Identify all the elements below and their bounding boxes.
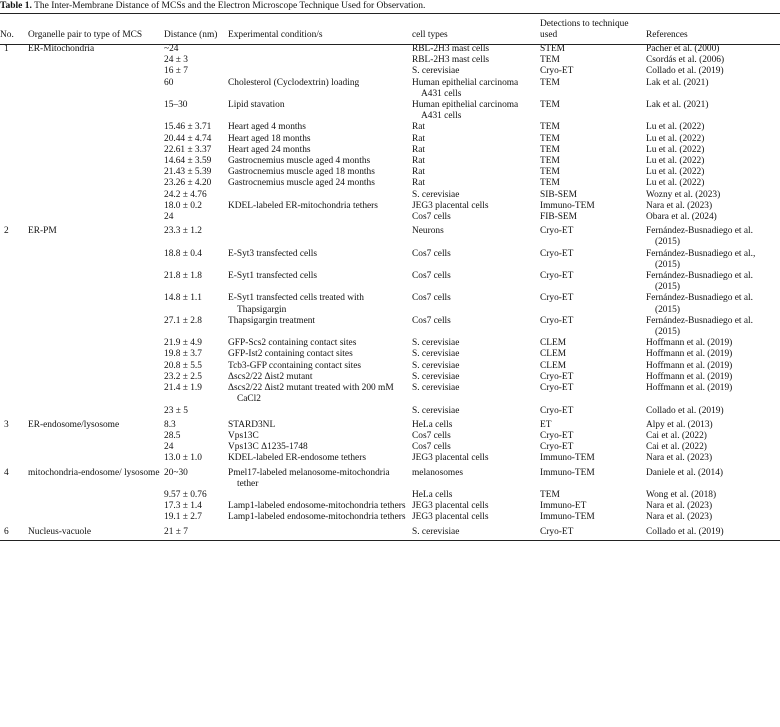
table-cell — [28, 55, 164, 66]
table-row — [0, 44, 780, 55]
table-cell — [228, 66, 412, 77]
header-cell: Distance (nm) — [164, 29, 218, 40]
table-cell — [28, 134, 164, 145]
table-cell: 21.8 ± 1.8 — [164, 271, 202, 282]
table-cell — [228, 44, 412, 55]
table-cell — [28, 512, 164, 523]
table-cell: S. cerevisiae — [412, 349, 460, 360]
table-cell: Human epithelial carcinoma A431 cells — [412, 100, 519, 122]
table-cell: 2 — [4, 226, 9, 237]
table-cell: 60 — [164, 77, 174, 88]
table-cell: KDEL-labeled ER-endosome tethers — [228, 453, 366, 464]
table-cell — [28, 442, 164, 453]
table-cell — [0, 338, 28, 349]
table-cell: ER-endosome/lysosome — [28, 419, 120, 430]
table-cell — [0, 156, 28, 167]
table-row — [0, 223, 780, 248]
table-cell: JEG3 placental cells — [412, 501, 489, 512]
table-cell — [0, 512, 28, 523]
table-cell: S. cerevisiae — [412, 189, 460, 200]
table-cell — [0, 122, 28, 133]
table-row — [0, 190, 780, 201]
table-cell: Collado et al. (2019) — [646, 526, 724, 537]
table-cell: S. cerevisiae — [412, 526, 460, 537]
table-cell: Collado et al. (2019) — [646, 405, 724, 416]
table-cell: Cryo-ET — [540, 315, 574, 326]
table-cell: Nara et al. (2023) — [646, 501, 713, 512]
table-cell: Cryo-ET — [540, 226, 574, 237]
table-cell: TEM — [540, 55, 560, 66]
table-cell — [0, 431, 28, 442]
table-cell: 22.61 ± 3.37 — [164, 144, 212, 155]
table-cell: 14.64 ± 3.59 — [164, 156, 212, 167]
table-row — [0, 512, 780, 523]
table-cell: Vps13C — [228, 430, 259, 441]
table-cell: 20.44 ± 4.74 — [164, 133, 212, 144]
table-cell: Thapsigargin treatment — [228, 315, 316, 326]
table-cell: 23.3 ± 1.2 — [164, 226, 202, 237]
table-cell: Cai et al. (2022) — [646, 442, 707, 453]
table-cell — [0, 453, 28, 464]
table-cell — [28, 271, 164, 293]
table-row — [0, 122, 780, 133]
table-cell — [0, 201, 28, 212]
table-cell: Lak et al. (2021) — [646, 100, 709, 111]
table-row — [0, 442, 780, 453]
table-cell: Lu et al. (2022) — [646, 167, 705, 178]
table-cell: Vps13C Δ1235-1748 — [228, 442, 308, 453]
header-rule — [0, 44, 780, 45]
table-cell: Cryo-ET — [540, 293, 574, 304]
table-cell: Cryo-ET — [540, 405, 574, 416]
table-row — [0, 338, 780, 349]
table-cell: Alpy et al. (2013) — [646, 419, 713, 430]
table-cell — [28, 178, 164, 189]
table-cell: Cryo-ET — [540, 271, 574, 282]
header-cell: Organelle pair to type of MCS — [28, 29, 143, 40]
table-cell — [28, 501, 164, 512]
table-cell: 8.3 — [164, 419, 176, 430]
table-cell: Fernández-Busnadiego et al. (2015) — [646, 315, 753, 338]
bottom-rule — [0, 540, 780, 541]
table-cell: STEM — [540, 44, 566, 54]
table-cell — [0, 134, 28, 145]
table-cell — [28, 122, 164, 133]
table-cell — [28, 293, 164, 315]
table-cell — [28, 453, 164, 464]
table-cell: 23.2 ± 2.5 — [164, 371, 202, 382]
table-cell: 24 ± 3 — [164, 55, 188, 66]
table-cell: 9.57 ± 0.76 — [164, 489, 207, 500]
table-cell: 18.0 ± 0.2 — [164, 200, 202, 211]
table-cell: Cryo-ET — [540, 526, 574, 537]
table-cell: S. cerevisiae — [412, 360, 460, 371]
table-cell: Nara et al. (2023) — [646, 512, 713, 523]
table-cell: 21.43 ± 5.39 — [164, 167, 212, 178]
table-cell: Fernández-Busnadiego et al. (2015) — [646, 226, 753, 248]
table-cell — [28, 249, 164, 271]
table-cell: ~24 — [164, 44, 179, 54]
header-cell: Experimental condition/s — [228, 29, 323, 40]
table-row — [0, 501, 780, 512]
table-cell — [28, 490, 164, 501]
table-cell: 23.26 ± 4.20 — [164, 178, 212, 189]
table-cell: TEM — [540, 489, 560, 500]
table-row — [0, 383, 780, 405]
header-cell: References — [646, 29, 688, 40]
table-cell: Human epithelial carcinoma A431 cells — [412, 77, 519, 99]
table-cell — [0, 372, 28, 383]
table-cell — [228, 223, 412, 248]
table-cell: CLEM — [540, 338, 567, 349]
table-cell: Δscs2/22 Δist2 mutant treated with 200 mM CaCl2 — [228, 383, 394, 405]
table-row — [0, 490, 780, 501]
table-cell: 19.1 ± 2.7 — [164, 512, 202, 523]
table-cell — [0, 383, 28, 405]
table-cell: Lu et al. (2022) — [646, 122, 705, 133]
table-cell: Lu et al. (2022) — [646, 133, 705, 144]
table-cell: Daniele et al. (2014) — [646, 467, 724, 478]
table-cell: 4 — [4, 467, 9, 478]
table-cell: Hoffmann et al. (2019) — [646, 338, 733, 349]
table-cell: KDEL-labeled ER-mitochondria tethers — [228, 200, 378, 211]
table-cell: Lu et al. (2022) — [646, 144, 705, 155]
table-cell: Obara et al. (2024) — [646, 212, 717, 223]
table-cell: Rat — [412, 167, 426, 178]
table-cell: 28.5 — [164, 430, 181, 441]
table-cell — [0, 490, 28, 501]
table-row — [0, 145, 780, 156]
table-row — [0, 66, 780, 77]
table-row — [0, 417, 780, 431]
caption-text: The Inter-Membrane Distance of MCSs and the Electron Microscope Technique Used for Observation. — [34, 1, 426, 11]
table-cell: Cai et al. (2022) — [646, 430, 707, 441]
table-cell — [0, 442, 28, 453]
table-row — [0, 406, 780, 417]
table-row — [0, 453, 780, 464]
caption-label: Table 1. — [0, 1, 32, 11]
table-cell — [28, 201, 164, 212]
table-cell — [0, 190, 28, 201]
table-cell: E-Syt3 transfected cells — [228, 248, 318, 259]
table-cell: Fernández-Busnadiego et al. (2015) — [646, 271, 753, 293]
table-cell: ER-PM — [28, 226, 57, 237]
table-cell: Nara et al. (2023) — [646, 453, 713, 464]
header-row — [0, 14, 780, 44]
table-cell — [228, 524, 412, 538]
table-cell: S. cerevisiae — [412, 383, 460, 394]
table-cell — [28, 156, 164, 167]
table-cell: Gastrocnemius muscle aged 18 months — [228, 167, 375, 178]
table-cell — [0, 55, 28, 66]
table-cell — [28, 431, 164, 442]
table-cell: Lipid stavation — [228, 100, 285, 111]
table-cell: Rat — [412, 178, 426, 189]
table-row — [0, 156, 780, 167]
table-cell: JEG3 placental cells — [412, 453, 489, 464]
data-table — [0, 14, 780, 538]
table-cell — [0, 100, 28, 122]
table-cell: Heart aged 18 months — [228, 133, 311, 144]
table-cell: 3 — [4, 419, 9, 430]
table-cell: CLEM — [540, 349, 567, 360]
table-row — [0, 167, 780, 178]
table-cell — [28, 78, 164, 100]
table-cell: 20.8 ± 5.5 — [164, 360, 202, 371]
table-cell: S. cerevisiae — [412, 66, 460, 77]
table-cell — [28, 190, 164, 201]
table-cell: Gastrocnemius muscle aged 24 months — [228, 178, 375, 189]
table-cell: Neurons — [412, 226, 444, 237]
table-cell: Cryo-ET — [540, 430, 574, 441]
table-cell: Lamp1-labeled endosome-mitochondria tethers — [228, 512, 406, 523]
table-cell: Cos7 cells — [412, 248, 451, 259]
table-cell — [28, 361, 164, 372]
table-cell: SIB-SEM — [540, 189, 577, 200]
table-row — [0, 201, 780, 212]
table-cell: Cryo-ET — [540, 442, 574, 453]
table-cell — [228, 406, 412, 417]
table-cell: S. cerevisiae — [412, 371, 460, 382]
table-cell: TEM — [540, 133, 560, 144]
table-row — [0, 349, 780, 360]
table-cell: 19.8 ± 3.7 — [164, 349, 202, 360]
table-cell: Immuno-ET — [540, 501, 587, 512]
table-cell: Nucleus-vacuole — [28, 526, 91, 537]
table-cell: Cos7 cells — [412, 271, 451, 282]
table-cell — [0, 212, 28, 223]
header-cell: No. — [0, 29, 14, 40]
table-cell: Hoffmann et al. (2019) — [646, 360, 733, 371]
table-row — [0, 100, 780, 122]
table-cell: Immuno-TEM — [540, 512, 595, 523]
table-cell: ET — [540, 419, 552, 430]
table-cell — [0, 349, 28, 360]
table-row — [0, 372, 780, 383]
table-cell: Immuno-TEM — [540, 453, 595, 464]
table-cell: TEM — [540, 167, 560, 178]
table-cell: 15–30 — [164, 100, 188, 111]
table-cell — [0, 249, 28, 271]
table-cell: 14.8 ± 1.1 — [164, 293, 202, 304]
table-cell: TEM — [540, 77, 560, 88]
table-cell: Cos7 cells — [412, 315, 451, 326]
table-cell: E-Syt1 transfected cells — [228, 271, 318, 282]
table-cell — [28, 349, 164, 360]
table-cell: HeLa cells — [412, 489, 453, 500]
table-cell — [0, 361, 28, 372]
table-cell: Rat — [412, 156, 426, 167]
table-row — [0, 431, 780, 442]
table-cell: Rat — [412, 133, 426, 144]
table-cell: Nara et al. (2023) — [646, 200, 713, 211]
table-cell: 27.1 ± 2.8 — [164, 315, 202, 326]
table-cell — [28, 100, 164, 122]
table-cell — [28, 372, 164, 383]
table-row — [0, 249, 780, 271]
table-cell — [0, 293, 28, 315]
table-cell: Cryo-ET — [540, 248, 574, 259]
table-cell — [228, 55, 412, 66]
table-cell — [0, 145, 28, 156]
table-cell: Pacher et al. (2000) — [646, 44, 720, 54]
header-cell: cell types — [412, 29, 448, 40]
table-row — [0, 293, 780, 315]
table-row — [0, 212, 780, 223]
table-cell: Csordás et al. (2006) — [646, 55, 725, 66]
table-cell — [0, 167, 28, 178]
table-cell: Lamp1-labeled endosome-mitochondria tethers — [228, 501, 406, 512]
table-cell: mitochondria-endosome/ lysosome — [28, 467, 160, 478]
table-cell: Cos7 cells — [412, 212, 451, 223]
table-cell: Cos7 cells — [412, 442, 451, 453]
table-cell: TEM — [540, 144, 560, 155]
table-cell: 16 ± 7 — [164, 66, 188, 77]
table-cell — [228, 190, 412, 201]
table-cell — [0, 178, 28, 189]
table-row — [0, 271, 780, 293]
table-cell — [28, 212, 164, 223]
table-cell — [28, 167, 164, 178]
table-cell: GFP-Scs2 containing contact sites — [228, 338, 357, 349]
table-cell — [0, 316, 28, 338]
table-cell: Hoffmann et al. (2019) — [646, 383, 733, 394]
table-cell: RBL-2H3 mast cells — [412, 55, 490, 66]
table-caption — [0, 0, 425, 12]
table-cell: Immuno-TEM — [540, 467, 595, 478]
table-row — [0, 316, 780, 338]
table-cell: E-Syt1 transfected cells treated with Thapsigargin — [228, 293, 364, 315]
header-cell: Detections to technique used — [540, 18, 629, 40]
table-cell: 13.0 ± 1.0 — [164, 453, 202, 464]
table-cell: 21.4 ± 1.9 — [164, 383, 202, 394]
table-cell: CLEM — [540, 360, 567, 371]
table-cell: Cryo-ET — [540, 383, 574, 394]
table-body — [0, 44, 780, 538]
table-cell: Hoffmann et al. (2019) — [646, 349, 733, 360]
table-cell: JEG3 placental cells — [412, 512, 489, 523]
table-cell: Cos7 cells — [412, 430, 451, 441]
table-cell: Cholesterol (Cyclodextrin) loading — [228, 77, 360, 88]
table-cell — [0, 271, 28, 293]
table-cell: Wozny et al. (2023) — [646, 189, 721, 200]
table-cell: Tcb3-GFP ccontaining contact sites — [228, 360, 362, 371]
table-cell — [228, 490, 412, 501]
table-cell: 21 ± 7 — [164, 526, 188, 537]
table-cell — [0, 406, 28, 417]
table-cell — [28, 145, 164, 156]
table-cell — [0, 501, 28, 512]
table-cell: STARD3NL — [228, 419, 276, 430]
table-cell: 18.8 ± 0.4 — [164, 248, 202, 259]
table-cell — [28, 316, 164, 338]
table-cell: TEM — [540, 156, 560, 167]
table-cell: HeLa cells — [412, 419, 453, 430]
table-row — [0, 465, 780, 490]
table-cell: Collado et al. (2019) — [646, 66, 724, 77]
table-cell — [0, 66, 28, 77]
table-row — [0, 524, 780, 538]
table-row — [0, 361, 780, 372]
table-cell: 1 — [4, 44, 9, 54]
table-cell: RBL-2H3 mast cells — [412, 44, 490, 54]
table-cell: 6 — [4, 526, 9, 537]
table-cell: 20~30 — [164, 467, 188, 478]
table-cell: Heart aged 24 months — [228, 144, 311, 155]
table-cell — [0, 78, 28, 100]
table-cell: Gastrocnemius muscle aged 4 months — [228, 156, 371, 167]
table-cell: 24.2 ± 4.76 — [164, 189, 207, 200]
table-cell: 17.3 ± 1.4 — [164, 501, 202, 512]
table-cell: ER-Mitochondria — [28, 44, 95, 54]
table-cell: Fernández-Busnadiego et al. (2015) — [646, 293, 753, 315]
table-cell: Immuno-TEM — [540, 200, 595, 211]
table-cell: Lu et al. (2022) — [646, 178, 705, 189]
table-cell: FIB-SEM — [540, 212, 577, 223]
table-cell — [28, 338, 164, 349]
table-cell: Hoffmann et al. (2019) — [646, 371, 733, 382]
table-cell: S. cerevisiae — [412, 338, 460, 349]
table-cell: 24 — [164, 442, 174, 453]
table-cell: 24 — [164, 212, 174, 223]
table-cell: TEM — [540, 100, 560, 111]
table-cell: Cos7 cells — [412, 293, 451, 304]
table-cell — [28, 383, 164, 405]
table-cell: 23 ± 5 — [164, 405, 188, 416]
table-row — [0, 134, 780, 145]
table-cell: 15.46 ± 3.71 — [164, 122, 212, 133]
table-cell: GFP-Ist2 containing contact sites — [228, 349, 353, 360]
table-cell — [28, 406, 164, 417]
table-cell: Lu et al. (2022) — [646, 156, 705, 167]
table-cell — [228, 212, 412, 223]
table-cell: TEM — [540, 122, 560, 133]
table-row — [0, 178, 780, 189]
table-cell: TEM — [540, 178, 560, 189]
table-cell — [28, 66, 164, 77]
table-cell: Cryo-ET — [540, 66, 574, 77]
table-cell: 21.9 ± 4.9 — [164, 338, 202, 349]
table-cell: Rat — [412, 122, 426, 133]
table-row — [0, 55, 780, 66]
table-cell: Pmel17-labeled melanosome-mitochondria tether — [228, 467, 390, 489]
table-cell: Wong et al. (2018) — [646, 489, 717, 500]
table-cell: Δscs2/22 Δist2 mutant — [228, 371, 313, 382]
table-cell: Cryo-ET — [540, 371, 574, 382]
table-cell: S. cerevisiae — [412, 405, 460, 416]
table-cell: Rat — [412, 144, 426, 155]
table-cell: Heart aged 4 months — [228, 122, 306, 133]
table-cell: Lak et al. (2021) — [646, 77, 709, 88]
table-cell: melanosomes — [412, 467, 464, 478]
table-row — [0, 78, 780, 100]
table-cell: JEG3 placental cells — [412, 200, 489, 211]
table-cell: Fernández-Busnadiego et al., (2015) — [646, 248, 756, 270]
